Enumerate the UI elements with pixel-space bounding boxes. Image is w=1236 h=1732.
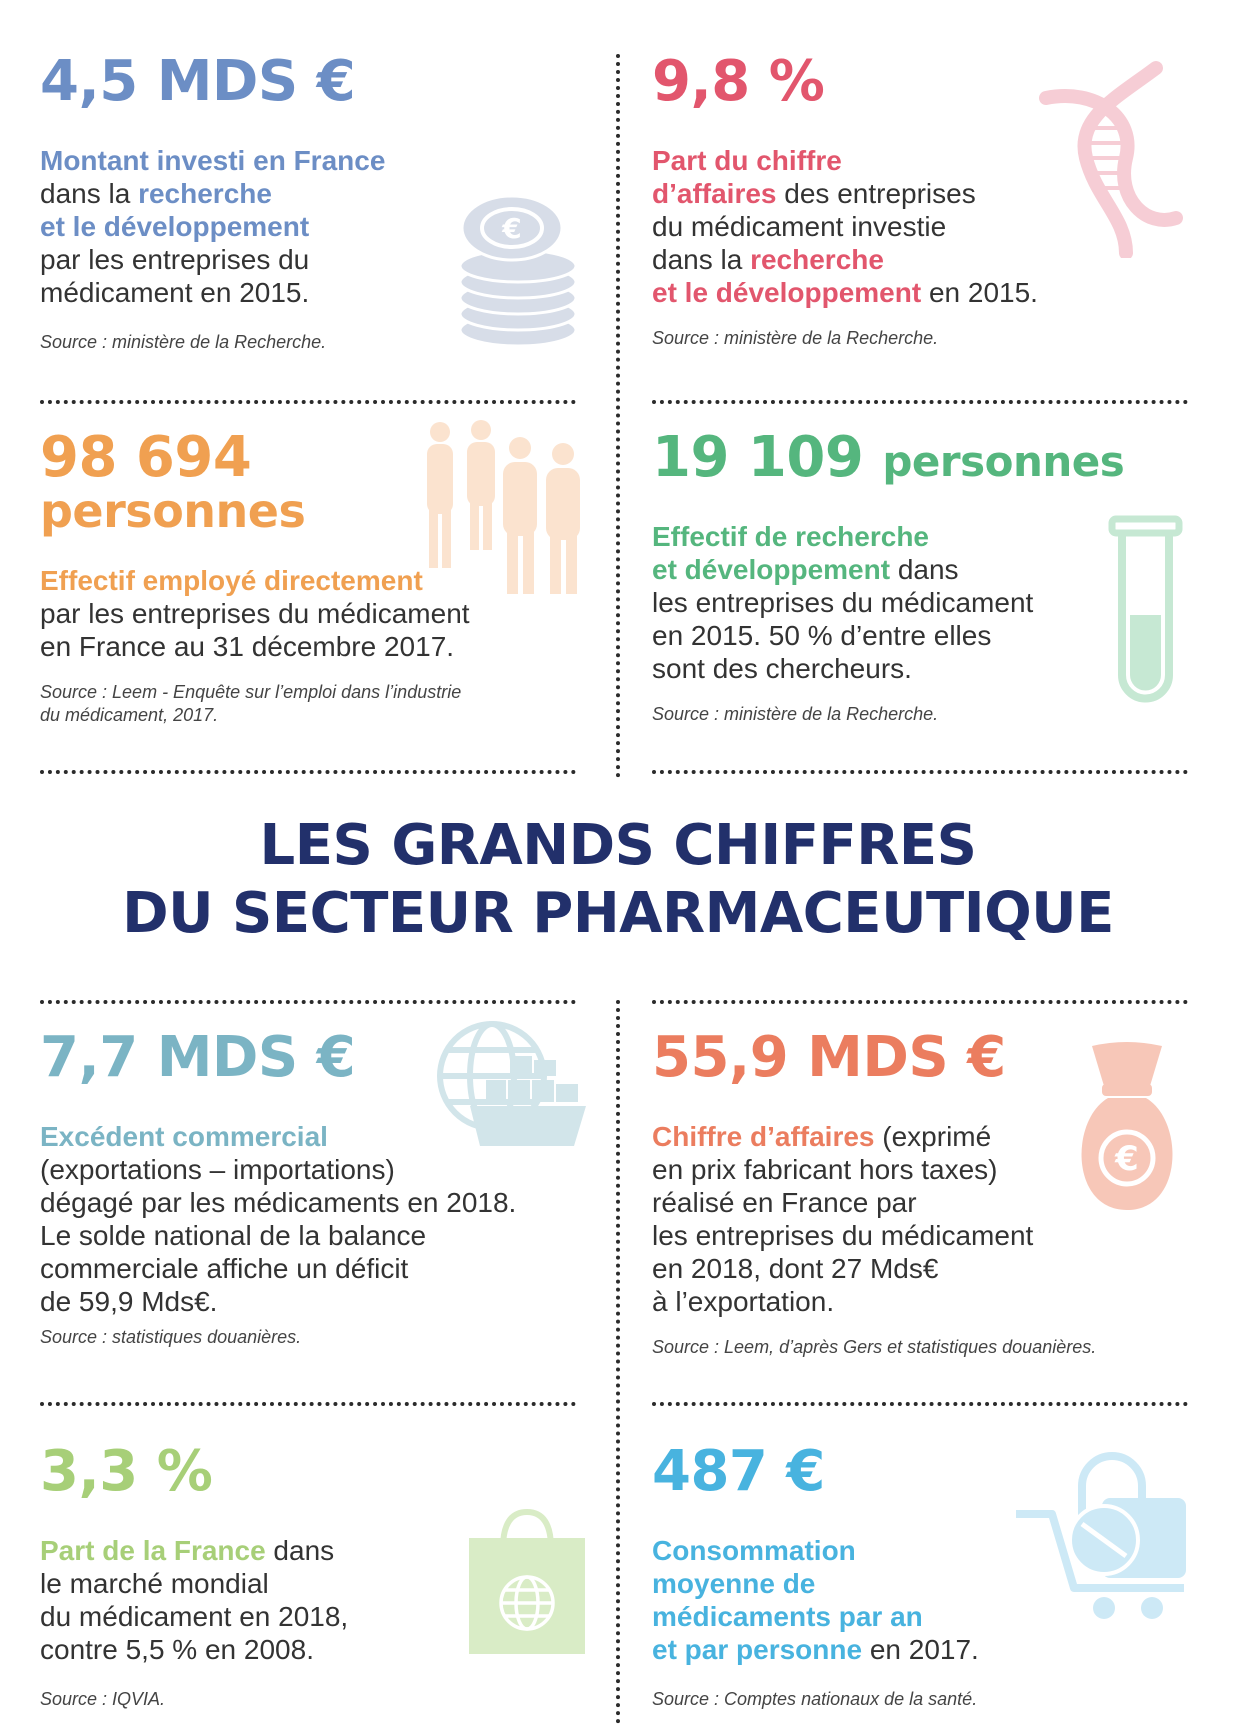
desc-text: en 2018, dont 27 Mds€ (652, 1253, 939, 1284)
desc-highlight: et le développement (652, 277, 922, 308)
desc-highlight: Part de la France (40, 1535, 266, 1566)
source-line: du médicament, 2017. (40, 705, 219, 725)
divider-top-right-2 (652, 770, 1188, 774)
stat-figure: 98 694 (40, 425, 252, 490)
desc-text: en France au 31 décembre 2017. (40, 631, 455, 662)
divider-top-left-2 (40, 770, 576, 774)
desc-text: contre 5,5 % en 2008. (40, 1634, 314, 1665)
desc-highlight: et par personne (652, 1634, 863, 1665)
source-note: Source : ministère de la Recherche. (652, 704, 939, 724)
stat-figure: 9,8 % (652, 49, 825, 114)
desc-text: dans (890, 554, 959, 585)
euro-coins-icon (450, 188, 585, 348)
stat-figure-number: 19 109 (652, 425, 864, 490)
desc-text: du médicament investie (652, 211, 947, 242)
desc-text: en 2017. (862, 1634, 979, 1665)
desc-text: commerciale affiche un déficit (40, 1253, 409, 1284)
people-icon (415, 418, 590, 598)
desc-text: (exportations – importations) (40, 1154, 395, 1185)
desc-text: en 2015. (921, 277, 1038, 308)
money-bag-icon (1070, 1040, 1185, 1215)
desc-text: à l’exportation. (652, 1286, 835, 1317)
stat-description (652, 520, 1152, 685)
desc-text: sont des chercheurs. (652, 653, 912, 684)
desc-text: dans (265, 1535, 335, 1566)
page-title (0, 812, 1236, 948)
stat-figure: 3,3 % (40, 1439, 213, 1504)
pill-cart-icon (1012, 1448, 1192, 1623)
source-line: Source : Leem - Enquête sur l’emploi dans l’industrie (40, 682, 462, 702)
divider-top-right-1 (652, 400, 1188, 404)
desc-text: (exprimé (874, 1121, 992, 1152)
desc-highlight: et développement (652, 554, 891, 585)
vertical-divider-bottom (616, 1000, 620, 1724)
desc-text: le marché mondial (40, 1568, 269, 1599)
desc-text: par les entreprises du (40, 244, 310, 275)
source-note (40, 681, 580, 727)
stat-figure: 55,9 MDS € (652, 1025, 1006, 1090)
desc-highlight: Part du chiffre (652, 145, 842, 176)
divider-bottom-right-1 (652, 1000, 1188, 1004)
desc-text: dans la (652, 244, 751, 275)
stat-rd-staff (652, 425, 1152, 726)
divider-bottom-right-2 (652, 1402, 1188, 1406)
source-note: Source : ministère de la Recherche. (40, 332, 327, 352)
desc-highlight: moyenne de (652, 1568, 816, 1599)
desc-highlight: Consommation (652, 1535, 856, 1566)
dna-icon (1036, 58, 1186, 258)
title-line: DU SECTEUR PHARMACEUTIQUE (122, 881, 1114, 946)
source-note: Source : statistiques douanières. (40, 1327, 302, 1347)
stat-description (40, 1534, 500, 1666)
desc-text: en 2015. 50 % d’entre elles (652, 620, 992, 651)
divider-top-left-1 (40, 400, 576, 404)
desc-text: Le solde national de la balance (40, 1220, 427, 1251)
desc-highlight: Montant investi en France (40, 145, 386, 176)
divider-bottom-left-1 (40, 1000, 576, 1004)
desc-text: médicament en 2015. (40, 277, 310, 308)
svg-text:€: € (1115, 1139, 1139, 1179)
desc-highlight: Effectif employé directement (40, 565, 423, 596)
stat-figure-unit: personnes (40, 484, 306, 538)
title-line: LES GRANDS CHIFFRES (259, 813, 977, 878)
shopping-bag-globe-icon (465, 1508, 590, 1658)
desc-text: dégagé par les médicaments en 2018. (40, 1187, 517, 1218)
desc-text: de 59,9 Mds€. (40, 1286, 218, 1317)
vertical-divider-top (616, 54, 620, 778)
stat-world-share (40, 1439, 500, 1711)
stat-figure: 7,7 MDS € (40, 1025, 356, 1090)
desc-text: du médicament en 2018, (40, 1601, 349, 1632)
test-tube-icon (1108, 515, 1183, 715)
desc-highlight: Chiffre d’affaires (652, 1121, 875, 1152)
stat-figure (652, 425, 1152, 490)
desc-highlight: recherche (750, 244, 884, 275)
globe-cargo-ship-icon (430, 1018, 590, 1153)
desc-text: des entreprises (776, 178, 976, 209)
stat-description (40, 144, 460, 309)
desc-text: réalisé en France par (652, 1187, 917, 1218)
desc-text: par les entreprises du médicament (40, 598, 470, 629)
desc-highlight: Excédent commercial (40, 1121, 328, 1152)
desc-highlight: et le développement (40, 211, 310, 242)
stat-rd-investment (40, 49, 460, 354)
stat-figure: 4,5 MDS € (40, 49, 356, 114)
desc-text: dans la (40, 178, 139, 209)
desc-text: en prix fabricant hors taxes) (652, 1154, 998, 1185)
stat-figure: 487 € (652, 1439, 825, 1504)
divider-bottom-left-2 (40, 1402, 576, 1406)
stat-figure-unit: personnes (882, 437, 1125, 486)
svg-text:€: € (502, 212, 522, 245)
desc-highlight: recherche (138, 178, 272, 209)
source-note: Source : Leem, d’après Gers et statistiques douanières. (652, 1337, 1097, 1357)
source-note: Source : IQVIA. (40, 1689, 166, 1709)
desc-highlight: médicaments par an (652, 1601, 923, 1632)
desc-highlight: d’affaires (652, 178, 777, 209)
desc-text: les entreprises du médicament (652, 1220, 1034, 1251)
source-note: Source : ministère de la Recherche. (652, 328, 939, 348)
desc-highlight: Effectif de recherche (652, 521, 929, 552)
source-note: Source : Comptes nationaux de la santé. (652, 1689, 978, 1709)
desc-text: les entreprises du médicament (652, 587, 1034, 618)
